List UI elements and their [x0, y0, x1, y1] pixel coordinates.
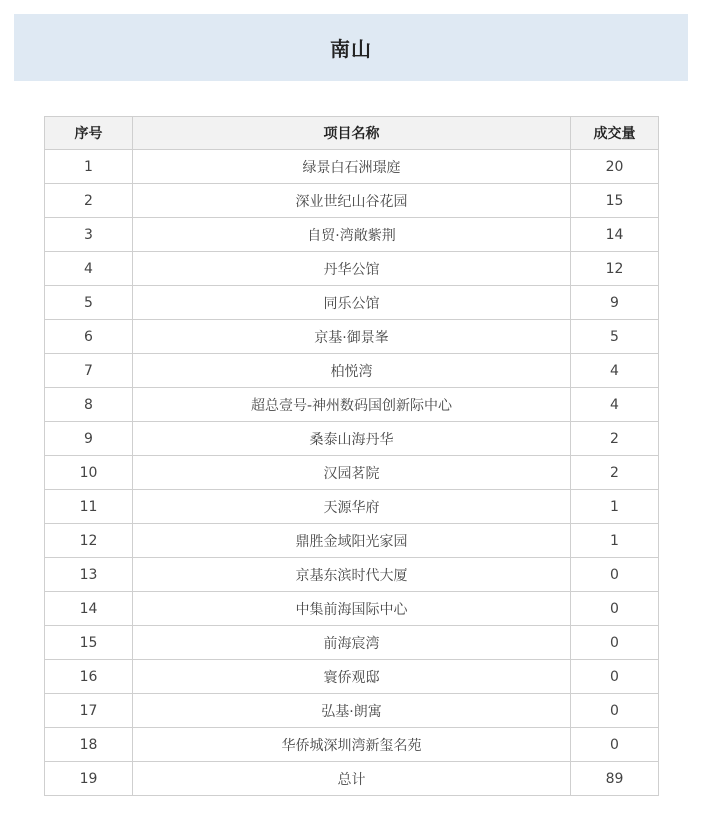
cell-index: 13 — [45, 558, 133, 592]
cell-index: 5 — [45, 286, 133, 320]
table-row — [45, 422, 659, 456]
cell-volume: 14 — [571, 218, 659, 252]
cell-volume: 5 — [571, 320, 659, 354]
cell-volume: 2 — [571, 422, 659, 456]
cell-project-name: 京基·御景峯 — [133, 320, 571, 354]
cell-project-name: 中集前海国际中心 — [133, 592, 571, 626]
cell-index: 7 — [45, 354, 133, 388]
table-row — [45, 354, 659, 388]
cell-project-name: 寰侨观邸 — [133, 660, 571, 694]
table-body — [45, 150, 659, 796]
cell-volume: 1 — [571, 490, 659, 524]
cell-volume: 2 — [571, 456, 659, 490]
cell-project-name: 桑泰山海丹华 — [133, 422, 571, 456]
table-row — [45, 218, 659, 252]
cell-volume: 0 — [571, 694, 659, 728]
cell-index: 3 — [45, 218, 133, 252]
table-row — [45, 184, 659, 218]
cell-project-name: 天源华府 — [133, 490, 571, 524]
cell-project-name: 鼎胜金域阳光家园 — [133, 524, 571, 558]
cell-project-name: 华侨城深圳湾新玺名苑 — [133, 728, 571, 762]
cell-project-name: 柏悦湾 — [133, 354, 571, 388]
cell-index: 15 — [45, 626, 133, 660]
column-header-name: 项目名称 — [133, 117, 571, 150]
cell-project-name: 同乐公馆 — [133, 286, 571, 320]
cell-volume: 4 — [571, 354, 659, 388]
cell-volume: 0 — [571, 558, 659, 592]
cell-project-name: 丹华公馆 — [133, 252, 571, 286]
cell-volume: 20 — [571, 150, 659, 184]
cell-project-name: 汉园茗院 — [133, 456, 571, 490]
cell-index: 11 — [45, 490, 133, 524]
cell-index: 4 — [45, 252, 133, 286]
table-row-total — [45, 762, 659, 796]
cell-index: 1 — [45, 150, 133, 184]
cell-project-name: 京基东滨时代大厦 — [133, 558, 571, 592]
table-row — [45, 456, 659, 490]
cell-index: 10 — [45, 456, 133, 490]
table-row — [45, 320, 659, 354]
cell-volume: 4 — [571, 388, 659, 422]
cell-project-name: 超总壹号-神州数码国创新际中心 — [133, 388, 571, 422]
table-row — [45, 252, 659, 286]
header-banner — [14, 14, 688, 81]
cell-volume: 89 — [571, 762, 659, 796]
table-row — [45, 626, 659, 660]
table-row — [45, 660, 659, 694]
cell-index: 6 — [45, 320, 133, 354]
cell-index: 17 — [45, 694, 133, 728]
cell-project-name: 弘基·朗寓 — [133, 694, 571, 728]
cell-project-name: 绿景白石洲璟庭 — [133, 150, 571, 184]
cell-volume: 0 — [571, 626, 659, 660]
column-header-volume: 成交量 — [571, 117, 659, 150]
cell-index: 18 — [45, 728, 133, 762]
cell-index: 12 — [45, 524, 133, 558]
table-header-row — [45, 117, 659, 150]
table-row — [45, 286, 659, 320]
column-header-index: 序号 — [45, 117, 133, 150]
cell-index: 9 — [45, 422, 133, 456]
cell-index: 14 — [45, 592, 133, 626]
table-row — [45, 524, 659, 558]
cell-volume: 12 — [571, 252, 659, 286]
page-title: 南山 — [330, 37, 372, 61]
cell-volume: 0 — [571, 660, 659, 694]
table-row — [45, 490, 659, 524]
cell-volume: 0 — [571, 592, 659, 626]
table-row — [45, 150, 659, 184]
cell-index: 19 — [45, 762, 133, 796]
cell-project-name: 前海宸湾 — [133, 626, 571, 660]
cell-index: 8 — [45, 388, 133, 422]
cell-volume: 0 — [571, 728, 659, 762]
table-row — [45, 592, 659, 626]
cell-volume: 1 — [571, 524, 659, 558]
cell-project-name: 总计 — [133, 762, 571, 796]
table-row — [45, 694, 659, 728]
cell-volume: 15 — [571, 184, 659, 218]
sales-table — [44, 116, 659, 796]
table-row — [45, 558, 659, 592]
table-row — [45, 388, 659, 422]
table-row — [45, 728, 659, 762]
cell-project-name: 深业世纪山谷花园 — [133, 184, 571, 218]
cell-volume: 9 — [571, 286, 659, 320]
cell-index: 16 — [45, 660, 133, 694]
cell-index: 2 — [45, 184, 133, 218]
cell-project-name: 自贸·湾敞紫荆 — [133, 218, 571, 252]
